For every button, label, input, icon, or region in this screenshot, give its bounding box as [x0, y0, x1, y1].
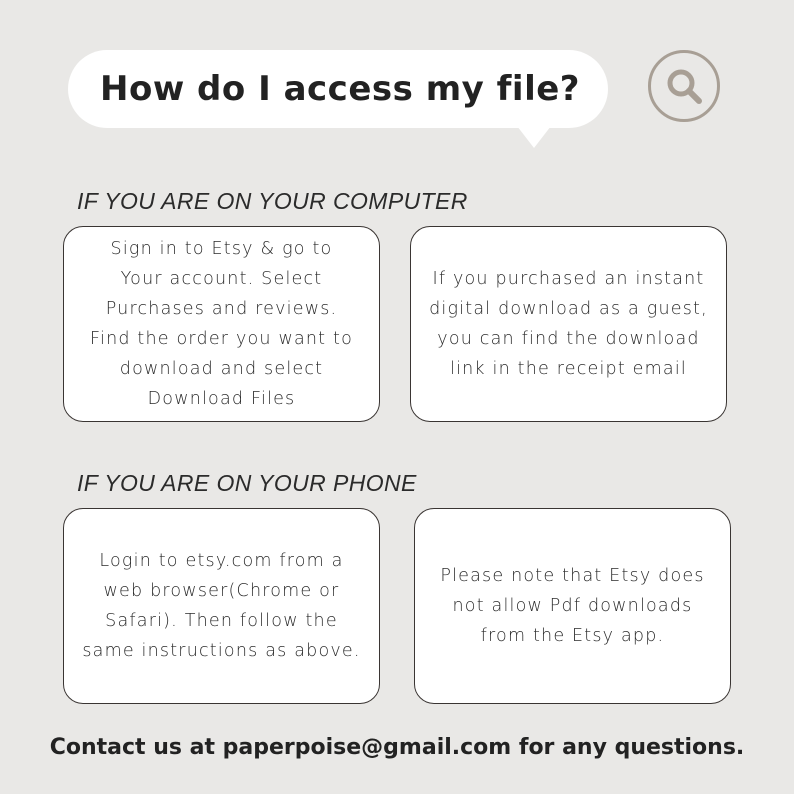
phone-section-heading: IF YOU ARE ON YOUR PHONE: [77, 470, 417, 496]
page-title: How do I access my file?: [100, 69, 581, 109]
search-button[interactable]: [648, 50, 720, 122]
card-text: [82, 546, 360, 666]
card-line: from the Etsy app.: [480, 626, 665, 646]
card-line: Safari). Then follow the: [105, 611, 338, 631]
computer-section-heading: IF YOU ARE ON YOUR COMPUTER: [77, 188, 468, 214]
card-line: digital download as a guest,: [429, 299, 708, 319]
card-line: you can find the download: [437, 329, 700, 349]
computer-card-signin: [63, 226, 380, 422]
card-text: [90, 234, 353, 414]
card-line: Please note that Etsy does: [440, 566, 705, 586]
phone-card-login: [63, 508, 380, 704]
card-line: Find the order you want to: [90, 329, 353, 349]
card-line: not allow Pdf downloads: [452, 596, 693, 616]
computer-card-guest: [410, 226, 727, 422]
card-line: Sign in to Etsy & go to: [110, 239, 333, 259]
contact-footer: Contact us at paperpoise@gmail.com for any questions.: [49, 735, 745, 760]
phone-card-note: [414, 508, 731, 704]
card-line: If you purchased an instant: [432, 269, 705, 289]
card-line: Login to etsy.com from a: [99, 551, 344, 571]
title-bubble-tail: [517, 126, 551, 148]
card-line: Your account. Select: [120, 269, 323, 289]
card-text: [440, 561, 704, 651]
card-line: download and select: [119, 359, 324, 379]
card-line: Purchases and reviews.: [105, 299, 338, 319]
card-line: link in the receipt email: [450, 359, 687, 379]
card-text: [429, 264, 708, 384]
card-line: web browser(Chrome or: [103, 581, 340, 601]
search-icon: [651, 53, 717, 119]
card-line: Download Files: [147, 389, 296, 409]
card-line: same instructions as above.: [82, 641, 361, 661]
